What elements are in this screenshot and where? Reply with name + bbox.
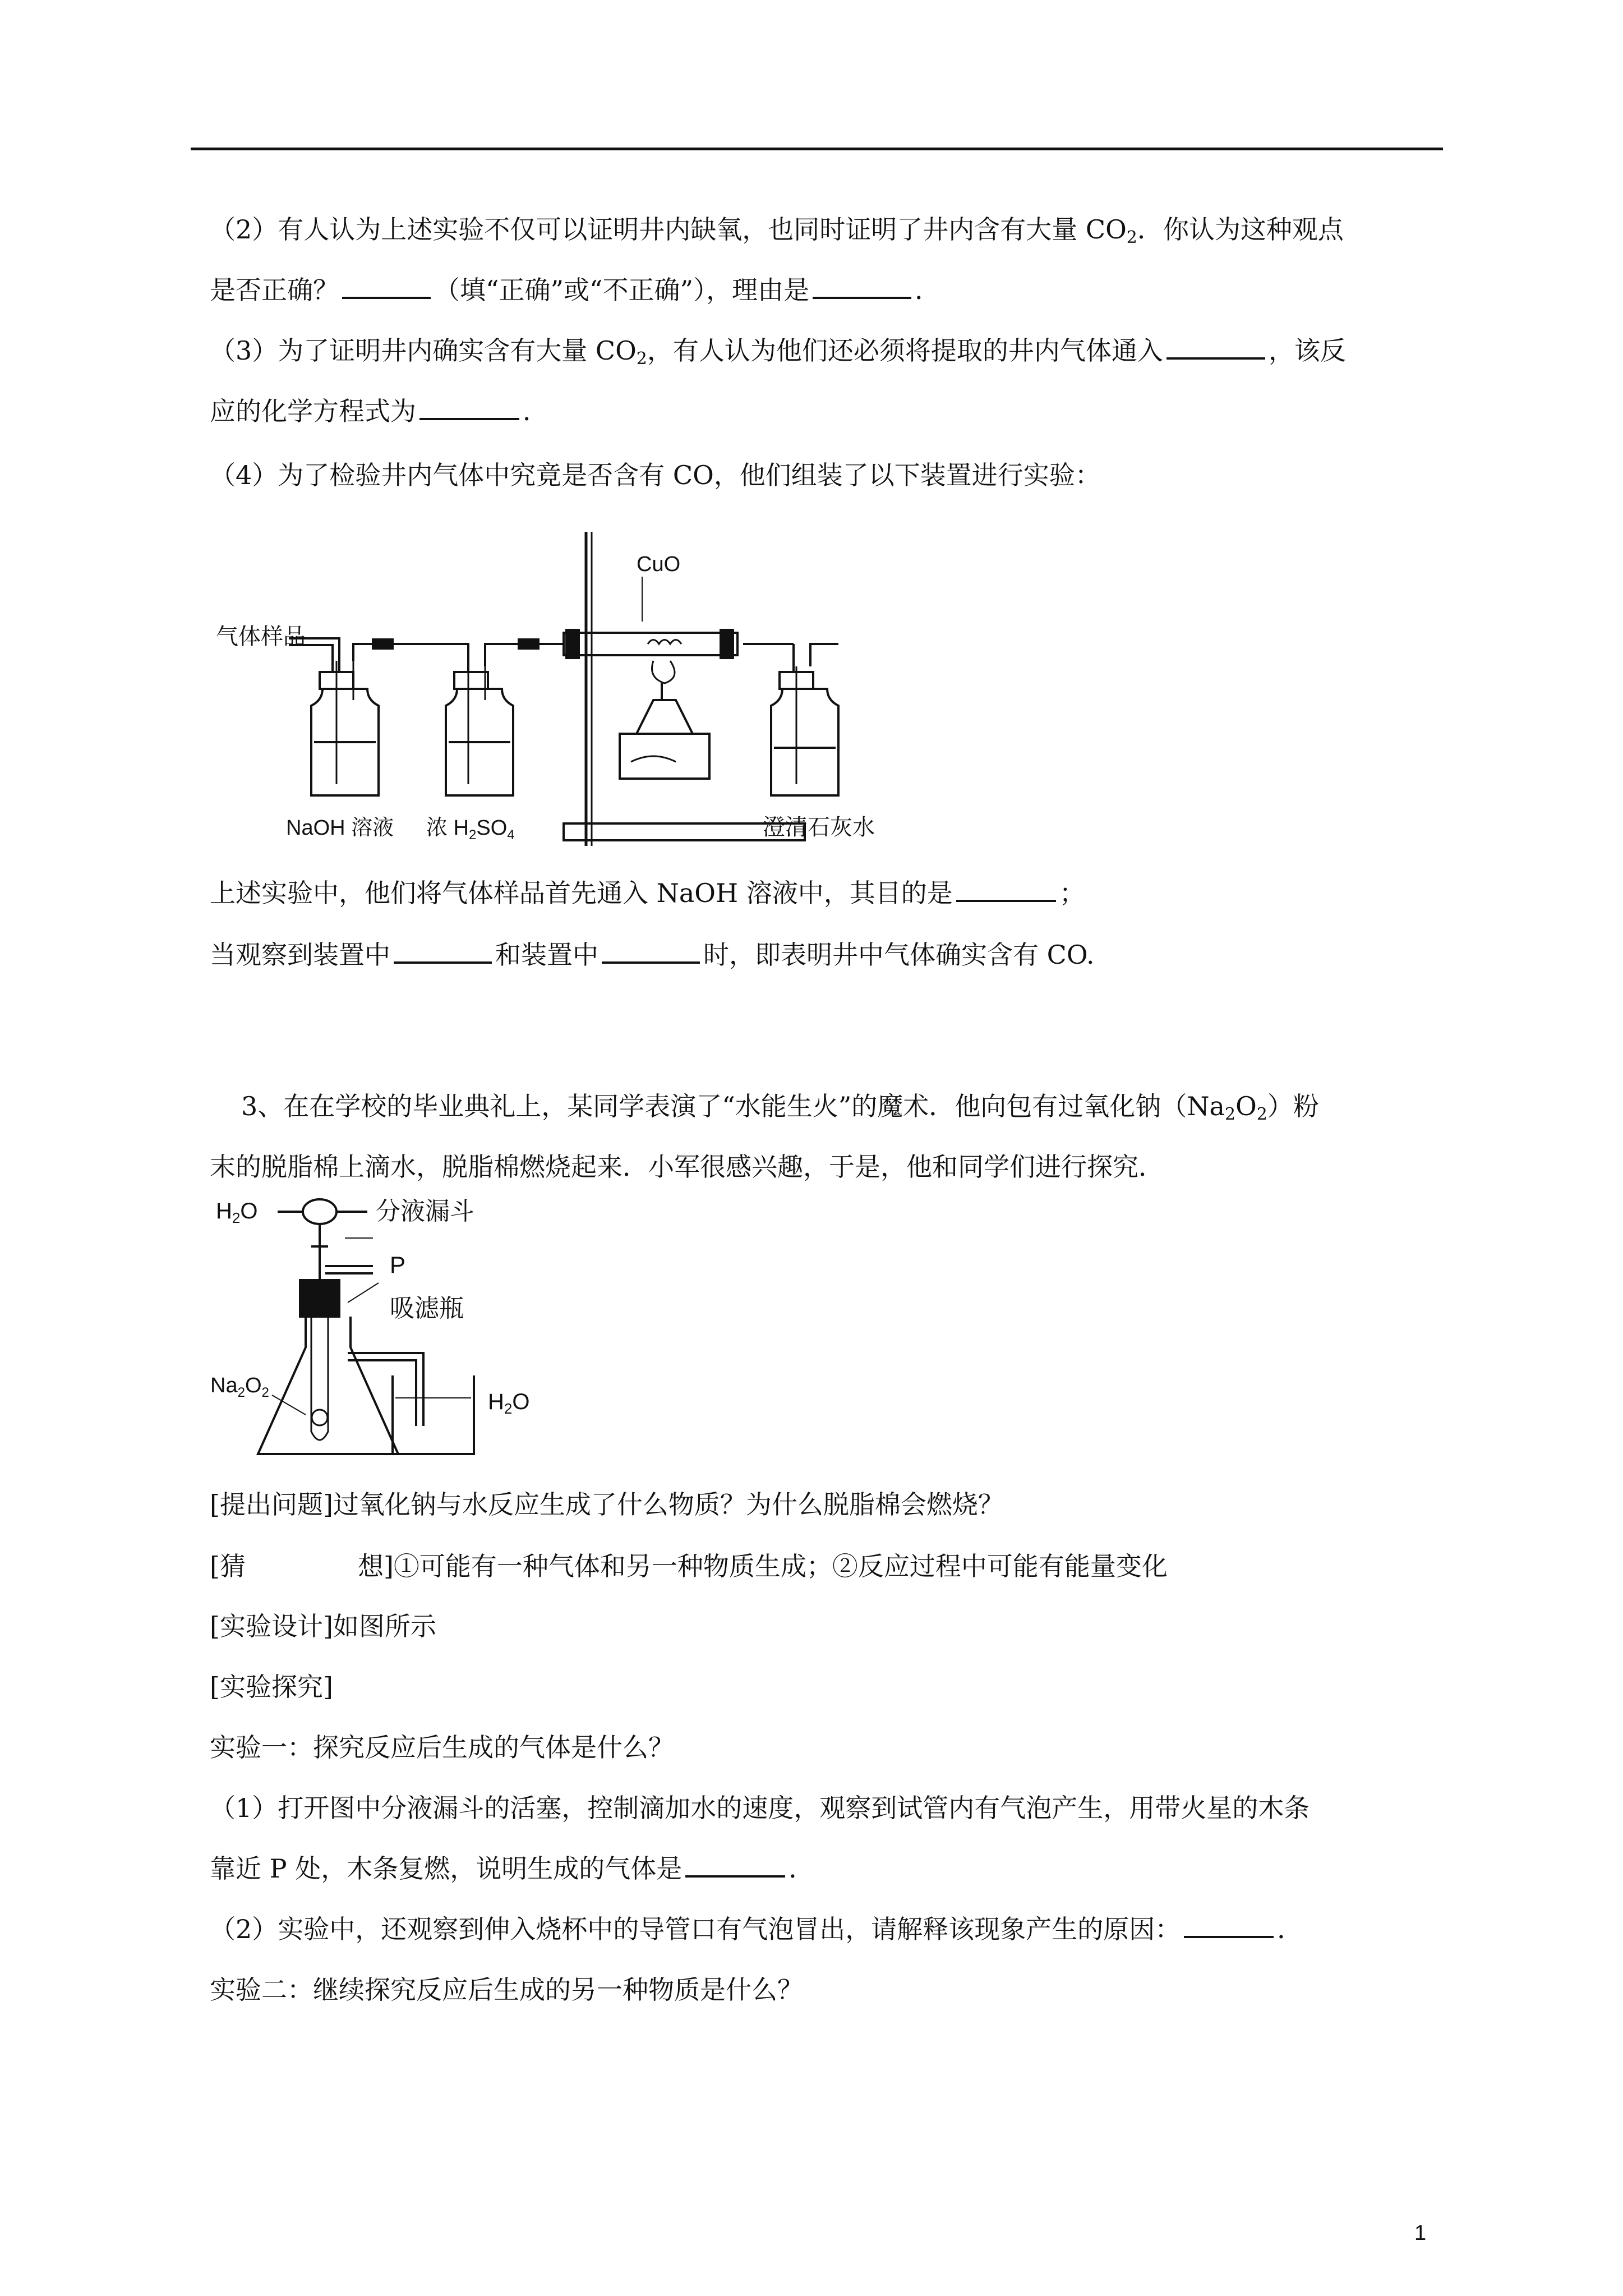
- question-line: [提出问题]过氧化钠与水反应生成了什么物质？为什么脱脂棉会燃烧？: [210, 1489, 1004, 1520]
- experiment-1-heading: 实验一：探究反应后生成的气体是什么？: [210, 1732, 674, 1763]
- label-limewater: 澄清石灰水: [763, 815, 875, 840]
- co-detection-apparatus-figure: [205, 532, 917, 846]
- apparatus-diagram: [205, 532, 917, 846]
- na2o2-apparatus-diagram: [205, 1185, 552, 1465]
- answer-blank[interactable]: [1184, 1910, 1274, 1938]
- label-separatory-funnel: 分液漏斗: [376, 1198, 474, 1225]
- guess-line: [猜 想]①可能有一种气体和另一种物质生成；②反应过程中可能有能量变化: [210, 1551, 1168, 1581]
- answer-blank[interactable]: [342, 271, 431, 299]
- answer-blank[interactable]: [956, 874, 1056, 902]
- q4-line-2: 上述实验中，他们将气体样品首先通入 NaOH 溶液中，其目的是 ；: [210, 867, 1447, 919]
- answer-blank[interactable]: [602, 936, 700, 964]
- label-naoh-solution: NaOH 溶液: [286, 816, 394, 840]
- q5-line-1: 3、在在学校的毕业典礼上，某同学表演了“水能生火”的魔术．他向包有过氧化钠$(Na_2O_2)$粉: [241, 1091, 1319, 1124]
- label-h2o-top: $H_2O$: [216, 1199, 258, 1226]
- experiment-1-line-1: （1）打开图中分液漏斗的活塞，控制滴加水的速度，观察到试管内有气泡产生，用带火星的木条: [210, 1793, 1310, 1823]
- answer-blank[interactable]: [685, 1849, 785, 1878]
- label-h2o-beaker: $H_2O$: [488, 1389, 530, 1417]
- answer-blank[interactable]: [1166, 332, 1265, 360]
- q5-line-2: 末的脱脂棉上滴水，脱脂棉燃烧起来．小军很感兴趣，于是，他和同学们进行探究．: [210, 1152, 1164, 1182]
- q2-line-1: （2）有人认为上述实验不仅可以证明井内缺氧，也同时证明了井内含有大量 $CO_2$．你认为这种观点: [210, 214, 1344, 247]
- q4-line-3: 当观察到装置中 和装置中 时，即表明井中气体确实含有 CO.: [210, 928, 1447, 981]
- header-rule: [191, 148, 1443, 150]
- q2-line-2: 是否正确？ （填“正确”或“不正确”），理由是 ．: [210, 264, 1447, 316]
- label-na2o2: $Na_2O_2$: [210, 1374, 269, 1400]
- answer-blank[interactable]: [813, 271, 911, 299]
- experiment-1-line-2: 靠近 P 处，木条复燃，说明生成的气体是 ．: [210, 1842, 1447, 1895]
- explore-line: [实验探究]: [210, 1672, 333, 1702]
- answer-blank[interactable]: [394, 936, 492, 964]
- label-filter-flask: 吸滤瓶: [390, 1295, 464, 1322]
- q4-line-1: （4）为了检验井内气体中究竟是否含有 CO，他们组装了以下装置进行实验：: [210, 460, 1101, 490]
- experiment-1-part-2: （2）实验中，还观察到伸入烧杯中的导管口有气泡冒出，请解释该现象产生的原因： ．: [210, 1903, 1447, 1955]
- page-number: 1: [1414, 2221, 1427, 2245]
- experiment-2-heading: 实验二：继续探究反应后生成的另一种物质是什么？: [210, 1975, 803, 2005]
- answer-blank[interactable]: [419, 392, 519, 420]
- label-cuo: CuO: [637, 553, 681, 576]
- na2o2-water-apparatus-figure: [205, 1185, 552, 1465]
- label-gas-sample: 气体样品: [216, 624, 306, 649]
- label-conc-h2so4: 浓 $H_2SO_4$: [426, 816, 515, 843]
- design-line: [实验设计]如图所示: [210, 1611, 436, 1641]
- q3-line-1: （3）为了证明井内确实含有大量 $CO_2$，有人认为他们还必须将提取的井内气体通入 ，该反: [210, 324, 1447, 377]
- label-p: P: [390, 1251, 406, 1278]
- q3-line-2: 应的化学方程式为 ．: [210, 385, 1447, 438]
